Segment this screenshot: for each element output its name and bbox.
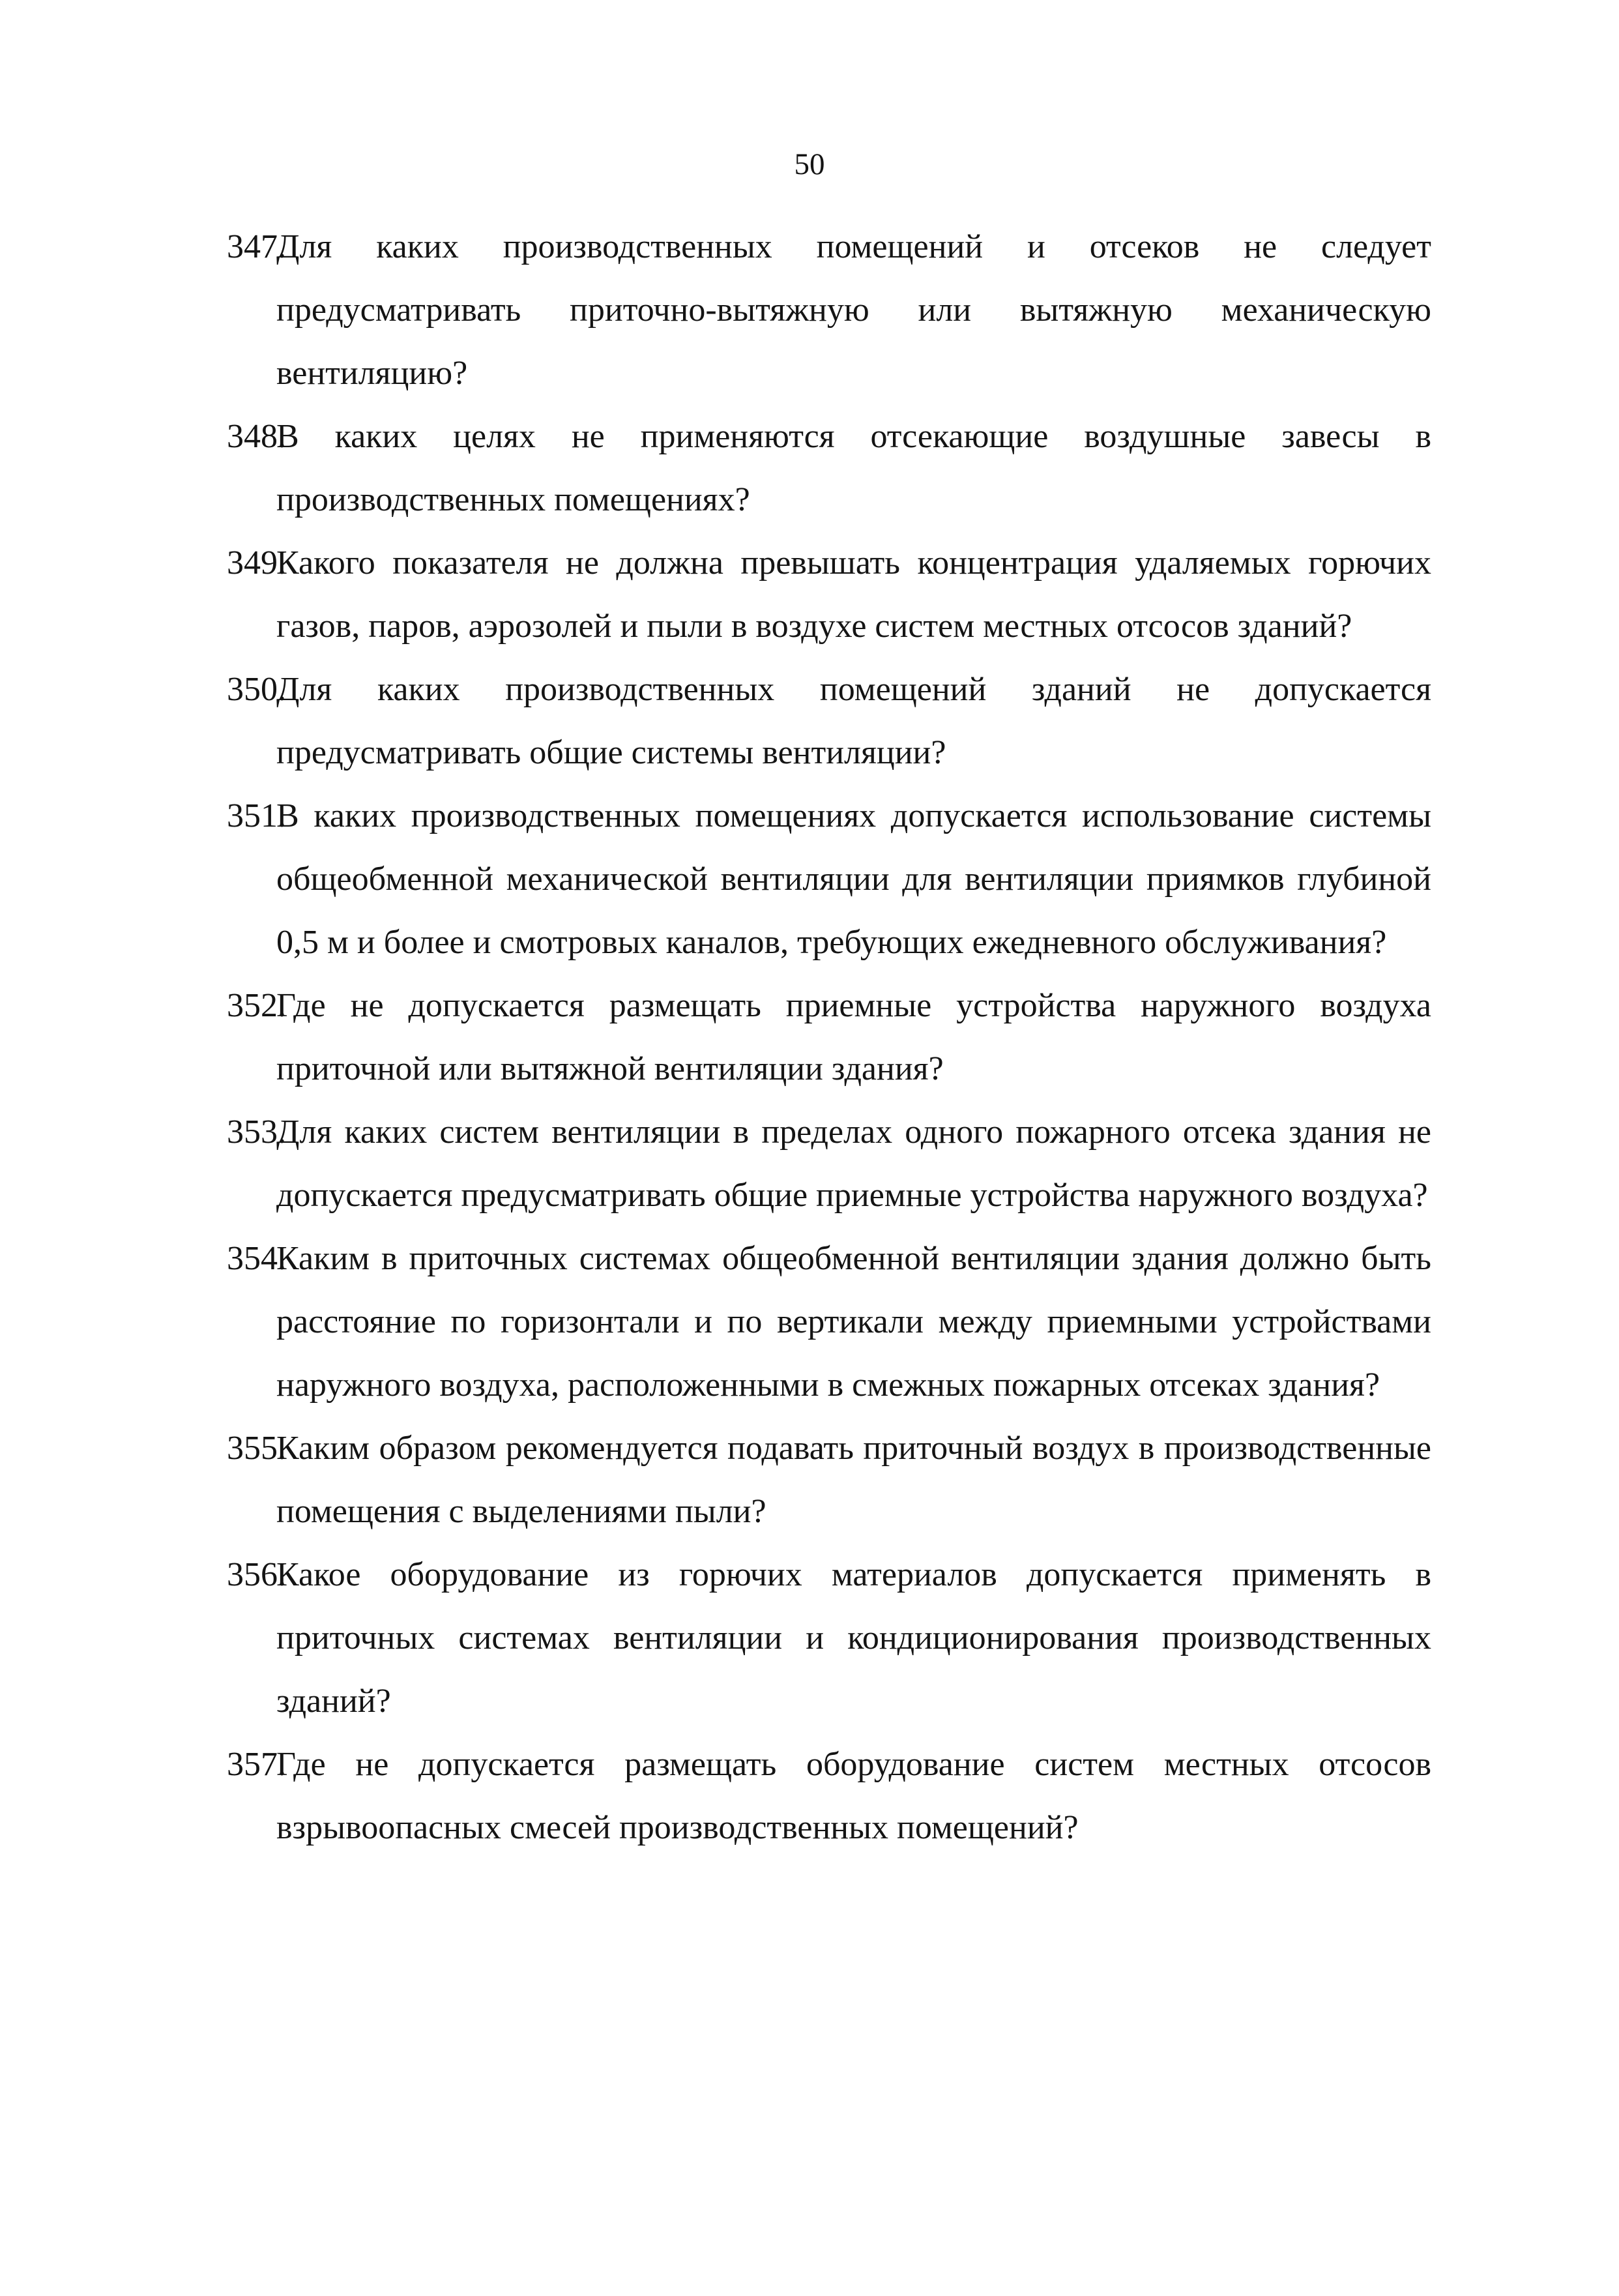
question-number: 347. <box>227 228 286 265</box>
question-text: Где не допускается размещать приемные устройства наружного воздуха приточной или вытяжной вентиляции здания? <box>276 987 1431 1087</box>
question-item <box>227 531 1431 658</box>
question-item <box>227 784 1431 974</box>
question-text: Какое оборудование из горючих материалов допускается применять в приточных системах вентиляции и кондиционирования производственных зданий? <box>276 1556 1431 1720</box>
question-number: 354. <box>227 1240 286 1277</box>
page-number: 50 <box>794 147 825 181</box>
question-text: Для каких производственных помещений и отсеков не следует предусматривать приточно-вытяжную или вытяжную механическую вентиляцию? <box>276 228 1431 392</box>
question-item <box>227 658 1431 784</box>
question-text: В каких производственных помещениях допускается использование системы общеобменной механической вентиляции для вентиляции приямков глубиной 0,5 м и более и смотровых каналов, требующих ежедневного обслуживания? <box>276 797 1431 961</box>
question-text: Где не допускается размещать оборудование систем местных отсосов взрывоопасных смесей производственных помещений? <box>276 1746 1431 1846</box>
question-number: 356. <box>227 1556 286 1593</box>
question-number: 357. <box>227 1746 286 1783</box>
question-text: Для каких производственных помещений зданий не допускается предусматривать общие системы вентиляции? <box>276 671 1431 771</box>
question-item <box>227 974 1431 1100</box>
question-item <box>227 1417 1431 1543</box>
question-text: Для каких систем вентиляции в пределах одного пожарного отсека здания не допускается предусматривать общие приемные устройства наружного воздуха? <box>276 1113 1431 1214</box>
question-text: В каких целях не применяются отсекающие воздушные завесы в производственных помещениях? <box>276 418 1431 518</box>
question-number: 352. <box>227 987 286 1024</box>
question-number: 355. <box>227 1430 286 1467</box>
question-item <box>227 215 1431 405</box>
question-number: 353. <box>227 1113 286 1151</box>
question-item <box>227 1543 1431 1733</box>
question-list <box>227 215 1431 1859</box>
question-text: Каким в приточных системах общеобменной вентиляции здания должно быть расстояние по горизонтали и по вертикали между приемными устройствами наружного воздуха, расположенными в смежных пожарных отсеках здания? <box>276 1240 1431 1404</box>
question-item <box>227 1227 1431 1417</box>
question-text: Каким образом рекомендуется подавать приточный воздух в производственные помещения с выделениями пыли? <box>276 1430 1431 1530</box>
question-number: 350. <box>227 671 286 708</box>
question-number: 349. <box>227 544 286 581</box>
question-number: 351. <box>227 797 286 834</box>
question-text: Какого показателя не должна превышать концентрация удаляемых горючих газов, паров, аэрозолей и пыли в воздухе систем местных отсосов зданий? <box>276 544 1431 645</box>
question-number: 348. <box>227 418 286 455</box>
question-item <box>227 1733 1431 1859</box>
question-item <box>227 1100 1431 1227</box>
question-item <box>227 405 1431 531</box>
